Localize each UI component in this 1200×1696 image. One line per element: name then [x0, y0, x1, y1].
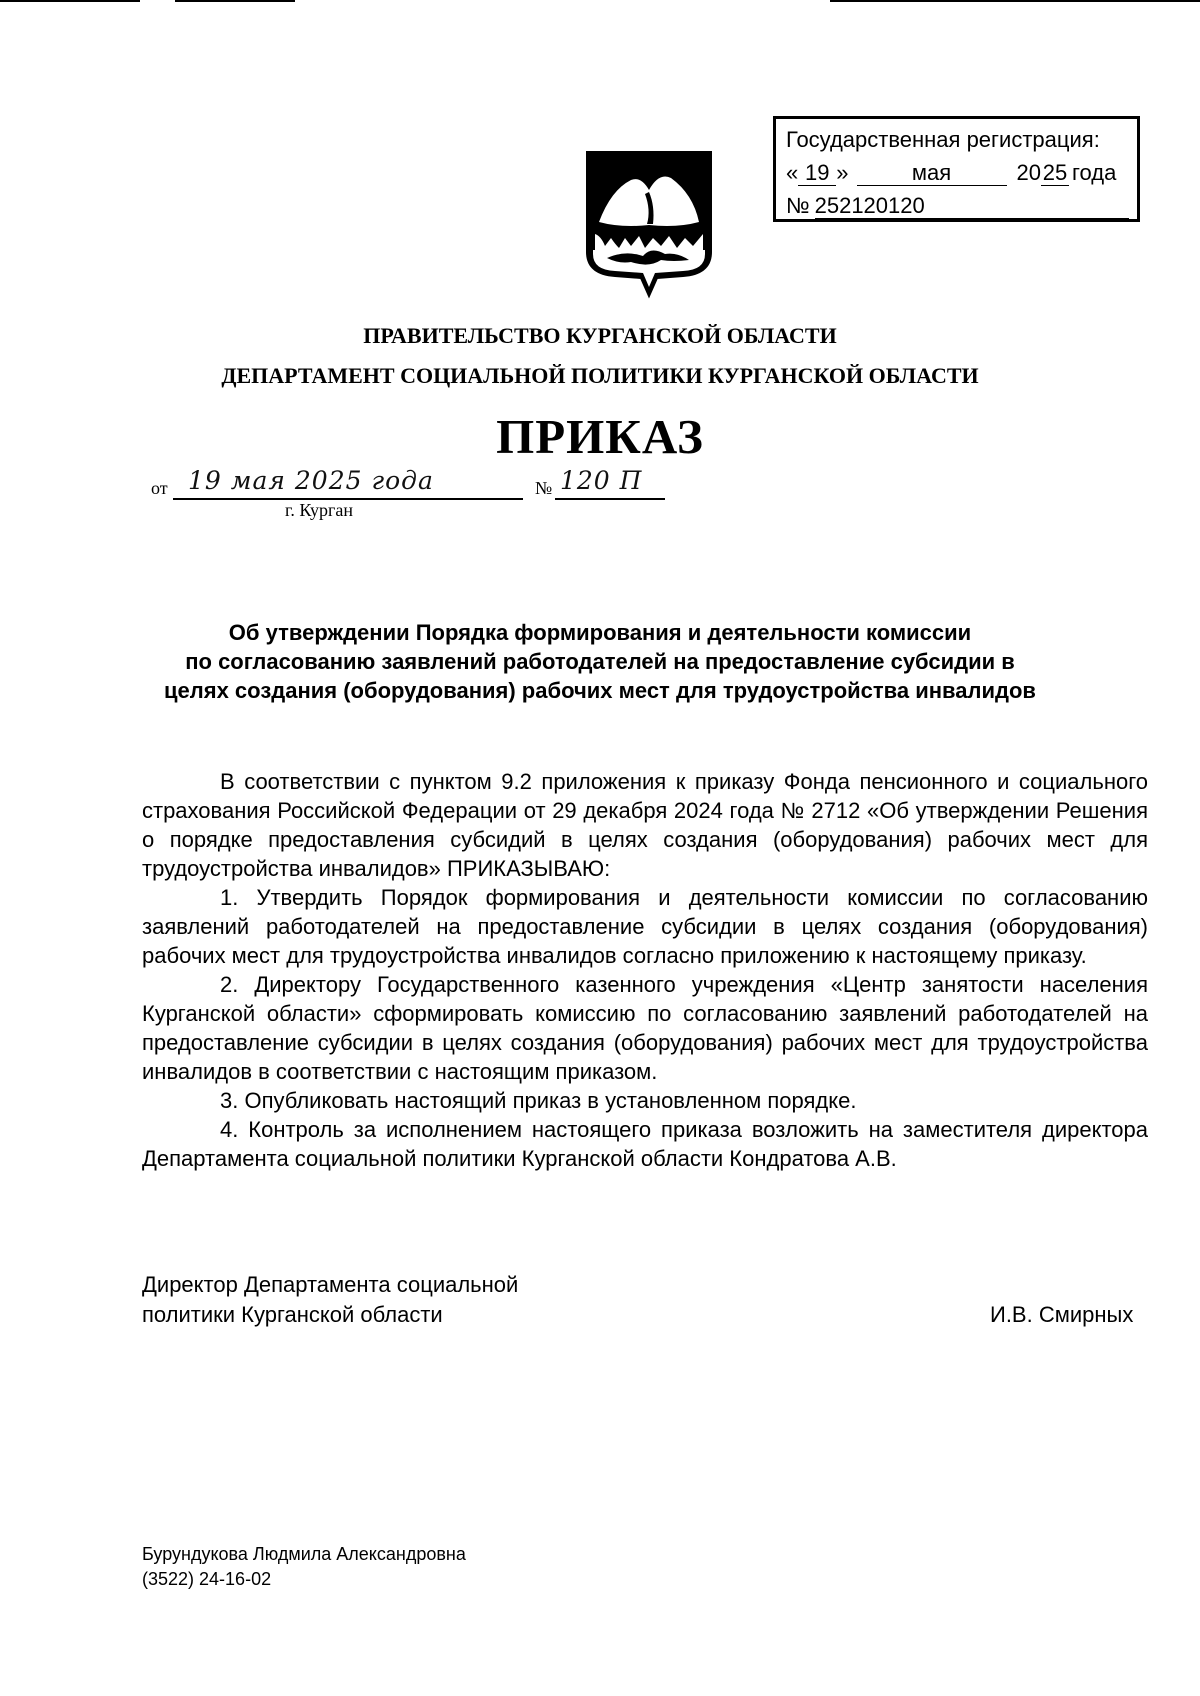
registration-number-prefix: № — [786, 193, 810, 218]
signer-position-line: Директор Департамента социальной — [142, 1272, 519, 1297]
title-line: целях создания (оборудования) рабочих мест для трудоустройства инвалидов — [164, 678, 1036, 703]
department-name: ДЕПАРТАМЕНТ СОЦИАЛЬНОЙ ПОЛИТИКИ КУРГАНСКОЙ ОБЛАСТИ — [221, 363, 979, 388]
registration-number-row — [786, 189, 1129, 222]
registration-year-prefix: 20 — [1016, 160, 1041, 185]
scan-edge-mark — [175, 0, 295, 2]
signer-position-line: политики Курганской области — [142, 1302, 443, 1327]
scan-edge-mark — [830, 0, 1200, 2]
signer-name: И.В. Смирных — [990, 1302, 1134, 1327]
registration-day-open: « — [786, 160, 799, 185]
body-paragraph: В соответствии с пунктом 9.2 приложения к приказу Фонда пенсионного и социального страхования Российской Федерации от 29 декабря 2024 года № 2712 «Об утверждении Решения о порядке предоставления субсидий в целях создания (оборудования) рабочих мест для трудоустройства инвалидов» ПРИКАЗЫВАЮ: — [142, 769, 1148, 881]
registration-stamp — [773, 116, 1140, 222]
registration-month: мая — [857, 161, 1007, 186]
title-line: по согласованию заявлений работодателей на предоставление субсидии в — [185, 649, 1015, 674]
body-paragraph: 3. Опубликовать настоящий приказ в установленном порядке. — [220, 1088, 857, 1113]
document-type: ПРИКАЗ — [496, 409, 704, 464]
coat-of-arms-icon — [585, 150, 713, 300]
number-underline — [555, 498, 665, 500]
scan-edge-mark — [0, 0, 140, 2]
document-body — [142, 767, 1148, 1173]
registration-day-close: » — [836, 160, 849, 185]
order-number-handwritten: 120 П — [560, 466, 643, 495]
registration-title: Государственная регистрация: — [786, 127, 1100, 152]
government-name: ПРАВИТЕЛЬСТВО КУРГАНСКОЙ ОБЛАСТИ — [363, 323, 837, 348]
registration-year-word: года — [1071, 160, 1117, 185]
executor-phone: (3522) 24-16-02 — [142, 1569, 272, 1589]
order-date-handwritten: 19 мая 2025 года — [188, 466, 434, 495]
registration-date-row — [786, 156, 1129, 189]
registration-day: 19 — [798, 161, 836, 186]
registration-number: 252120120 — [815, 194, 1129, 219]
signer-position — [142, 1270, 518, 1330]
executor-name: Бурундукова Людмила Александровна — [142, 1544, 466, 1564]
order-from-label: от — [151, 478, 168, 498]
executor-info — [142, 1542, 466, 1592]
body-paragraph: 2. Директору Государственного казенного учреждения «Центр занятости населения Курганской области» сформировать комиссию по согласованию заявлений работодателей на предоставление субсидии в целях создания (оборудования) рабочих мест для трудоустройства инвалидов в соответствии с настоящим приказом. — [142, 972, 1148, 1084]
registration-year-suffix: 25 — [1042, 160, 1068, 185]
order-number-label: № — [535, 478, 553, 498]
city: г. Курган — [285, 500, 354, 520]
document-title — [120, 618, 1080, 705]
body-paragraph: 1. Утвердить Порядок формирования и деятельности комиссии по согласованию заявлений работодателей на предоставление субсидии в целях создания (оборудования) рабочих мест для трудоустройства инвалидов согласно приложению к настоящему приказу. — [142, 885, 1148, 968]
body-paragraph: 4. Контроль за исполнением настоящего приказа возложить на заместителя директора Департамента социальной политики Курганской области Кондратова А.В. — [142, 1117, 1148, 1171]
title-line: Об утверждении Порядка формирования и деятельности комиссии — [228, 620, 972, 645]
